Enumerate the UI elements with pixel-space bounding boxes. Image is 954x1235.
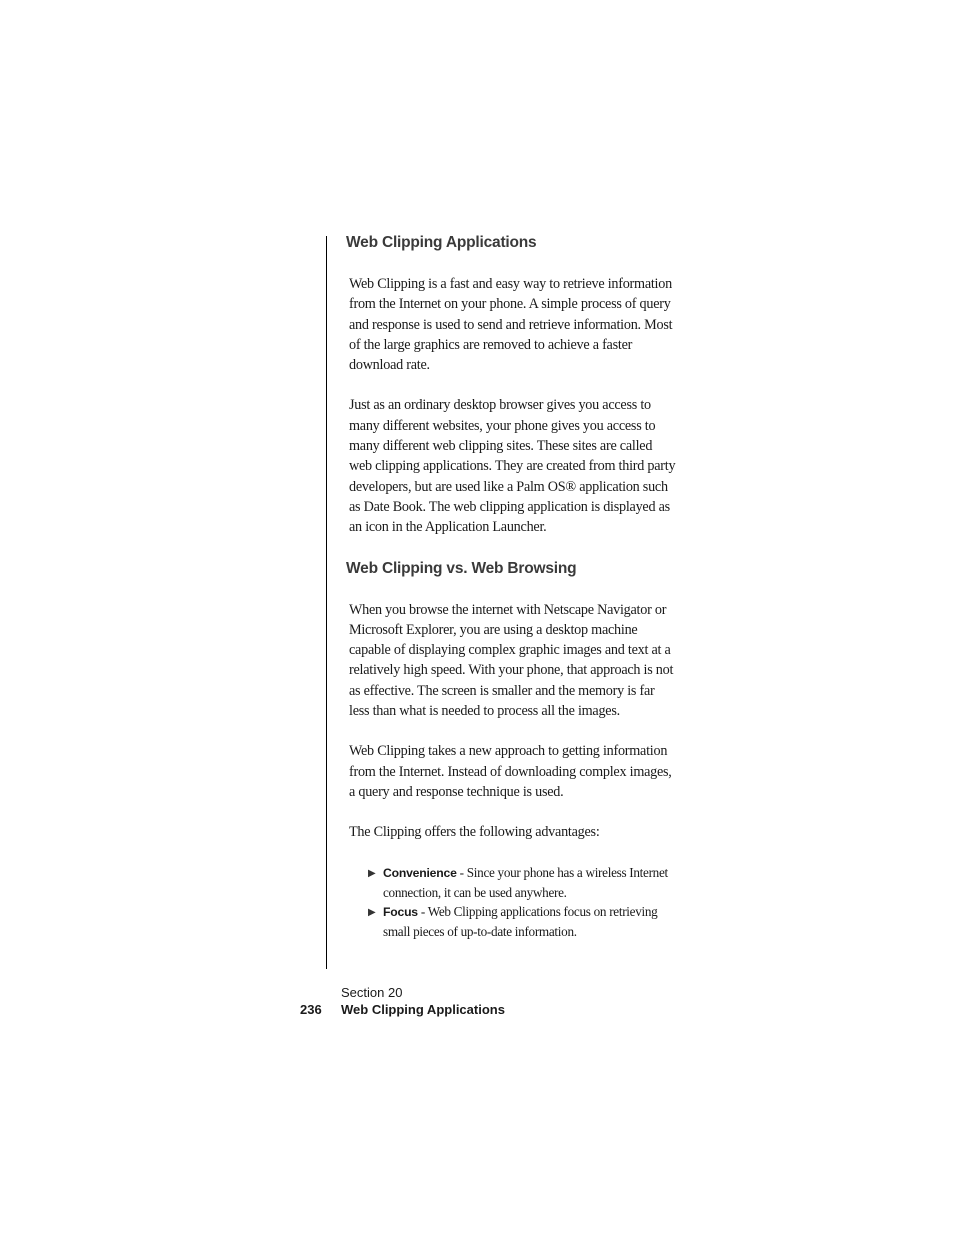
paragraph-advantages-intro: The Clipping offers the following advantages:	[349, 824, 600, 841]
bullet-arrow-icon: ▶	[368, 867, 376, 879]
heading-web-clipping-applications: Web Clipping Applications	[346, 234, 537, 251]
page-content	[346, 230, 676, 941]
advantages-list	[346, 863, 676, 941]
bullet-text: - Web Clipping applications focus on retrieving small pieces of up-to-date information.	[383, 903, 658, 939]
list-item	[368, 902, 676, 941]
paragraph-new-approach: Web Clipping takes a new approach to getting information from the Internet. Instead of downloading complex images, a query and response technique is used.	[349, 743, 672, 800]
heading-web-clipping-vs-browsing: Web Clipping vs. Web Browsing	[346, 559, 577, 577]
bullet-term: Focus	[383, 904, 418, 919]
footer-chapter-title: Web Clipping Applications	[341, 1002, 505, 1017]
list-item	[368, 863, 676, 902]
paragraph-intro: Web Clipping is a fast and easy way to retrieve information from the Internet on your phone. A simple process of query and response is used to send and retrieve information. Most of the large graphics are removed to achieve a faster download rate.	[349, 276, 673, 374]
footer-page-number: 236	[300, 1002, 322, 1017]
paragraph-applications: Just as an ordinary desktop browser gives you access to many different websites, your phone gives you access to many different web clipping sites. These sites are called web clipping applications. They are created from third party developers, but are used like a Palm OS® application such as Date Book. The web clipping application is displayed as an icon in the Application Launcher.	[349, 397, 676, 536]
bullet-text: - Since your phone has a wireless Internet connection, it can be used anywhere.	[383, 864, 668, 900]
paragraph-browsing: When you browse the internet with Netscape Navigator or Microsoft Explorer, you are using a desktop machine capable of displaying complex graphic images and text at a relatively high speed. With your phone, that approach is not as effective. The screen is smaller and the memory is far less than what is needed to process all the images.	[349, 601, 674, 720]
bullet-term: Convenience	[383, 865, 457, 880]
bullet-arrow-icon: ▶	[368, 906, 376, 918]
footer-section-label: Section 20	[341, 985, 403, 1000]
margin-rule	[326, 236, 327, 969]
